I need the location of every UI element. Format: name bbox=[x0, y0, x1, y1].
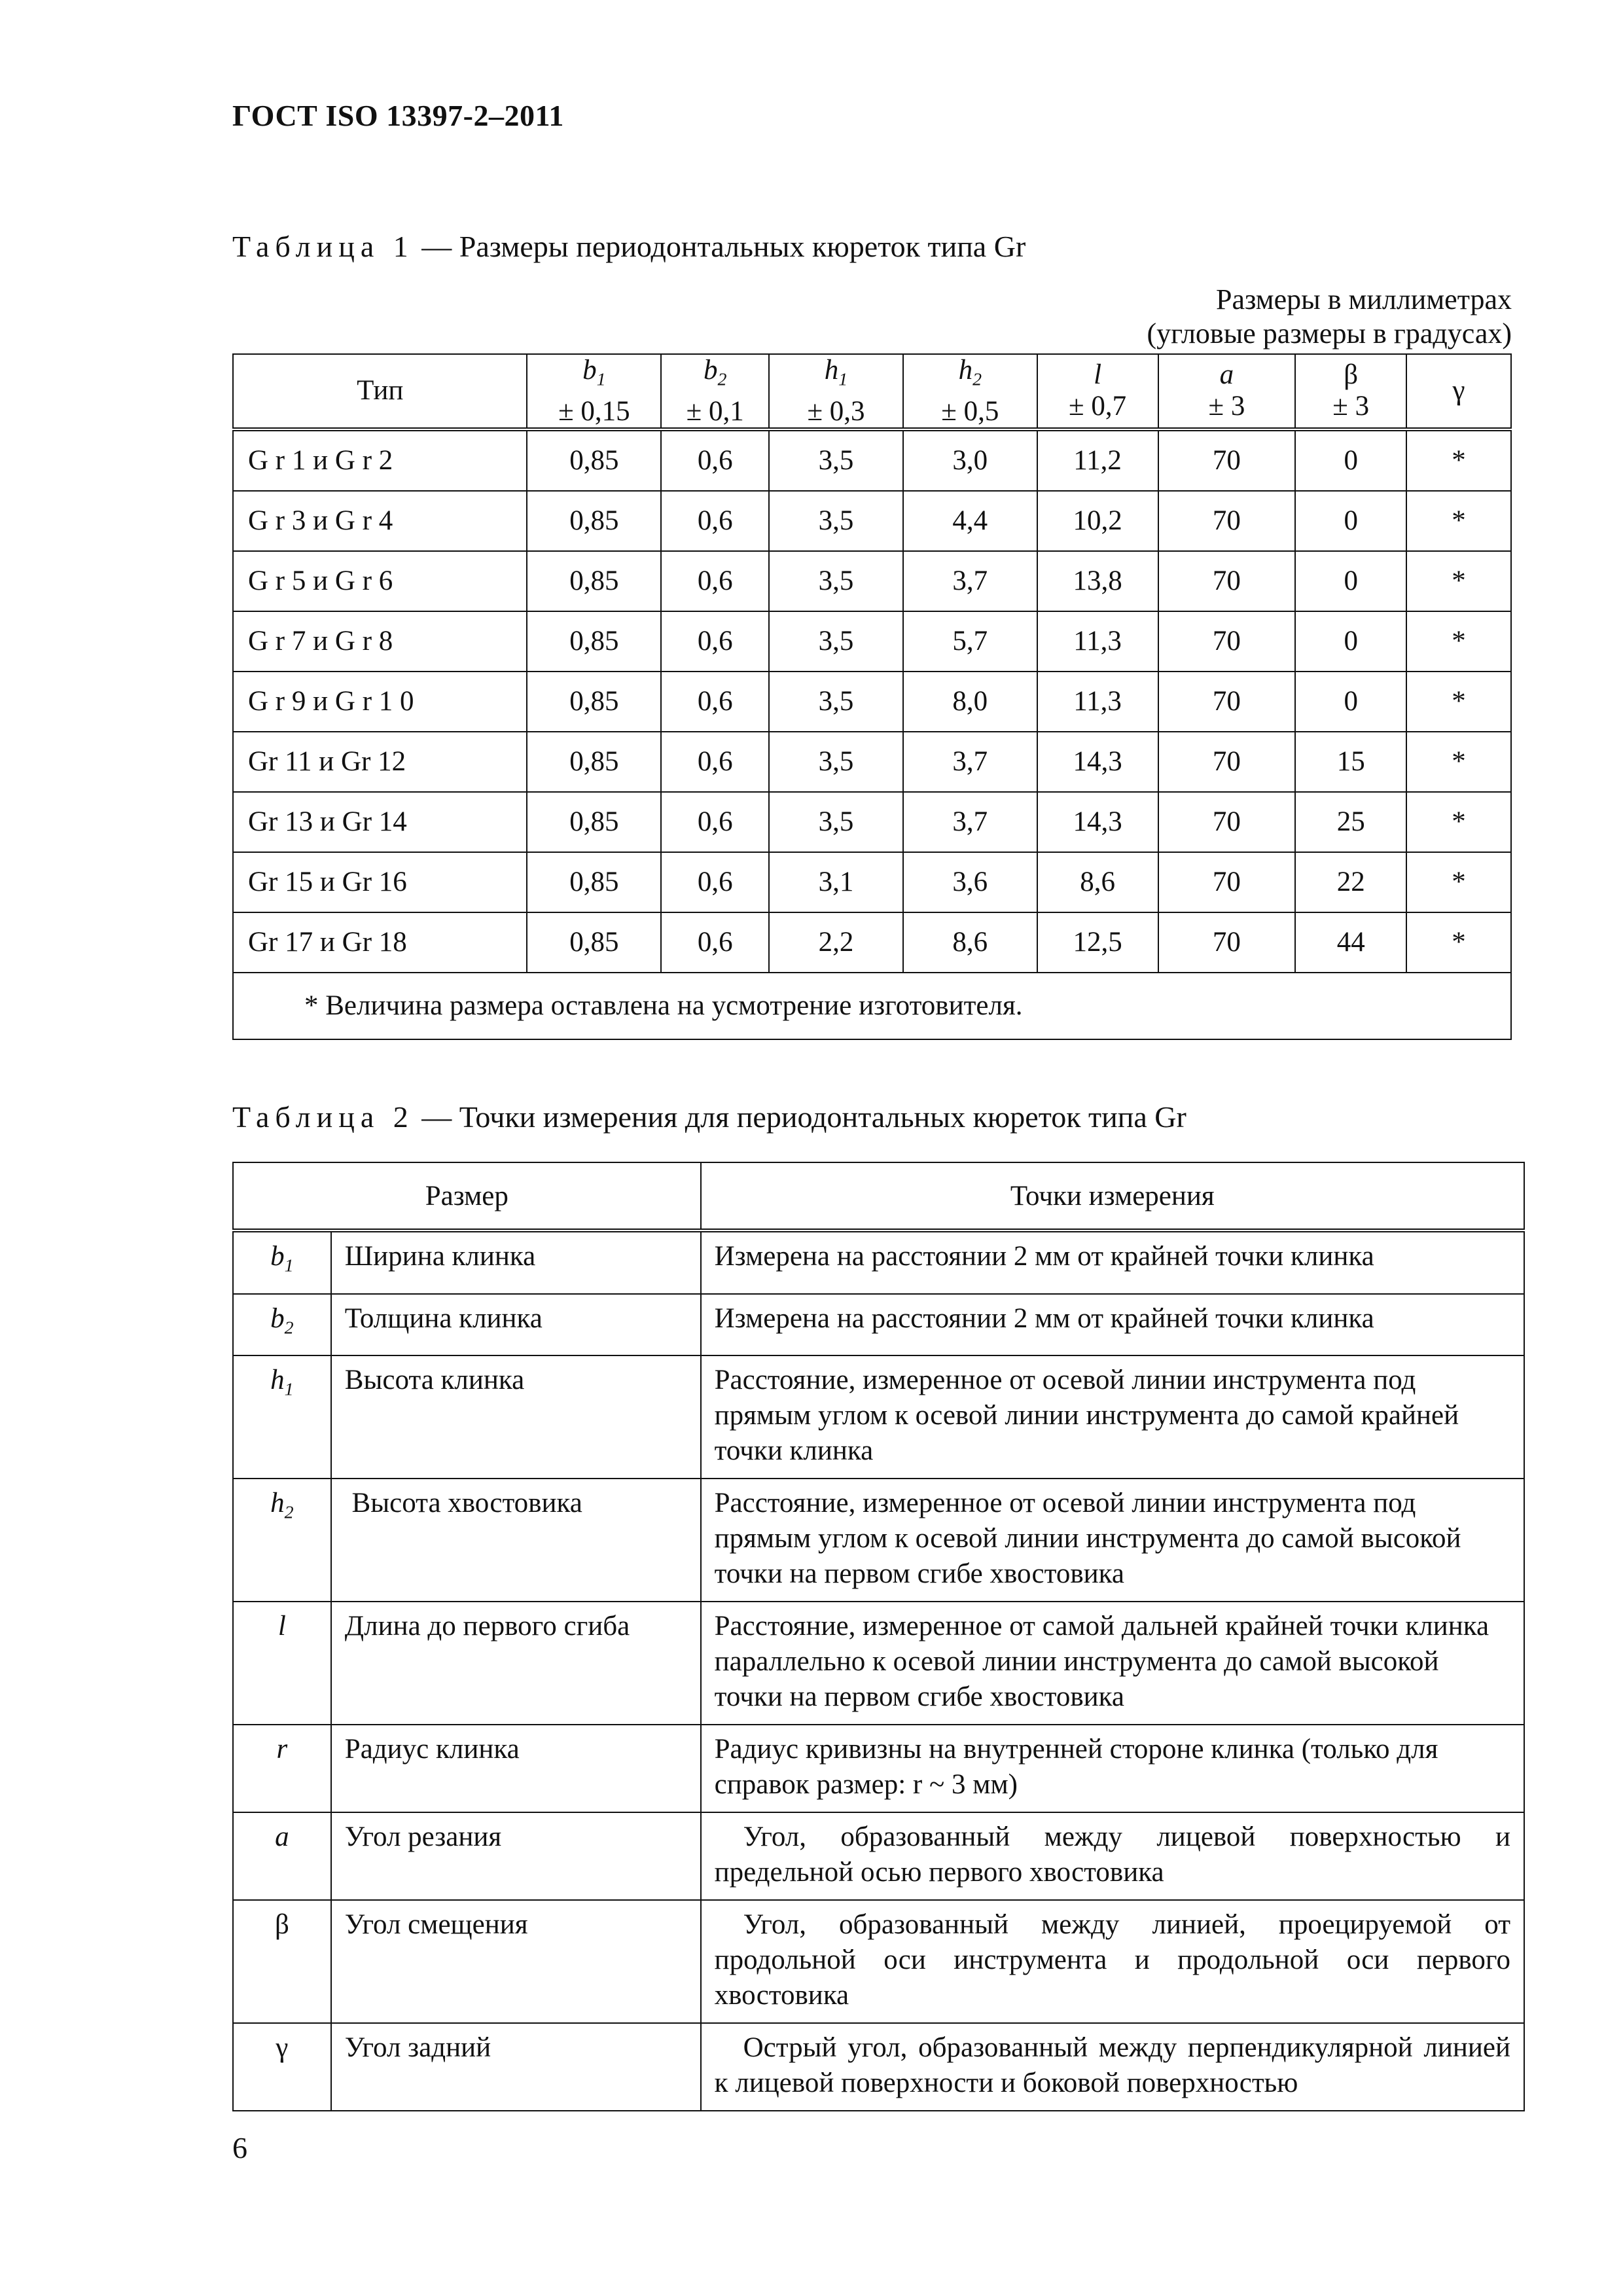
table1-cell-value: * bbox=[1406, 491, 1511, 551]
table1-cell-type: Gr 17 и Gr 18 bbox=[233, 912, 527, 973]
table2-cell-description: Острый угол, образованный между перпендикулярной линией к лицевой поверхности и боковой поверхностью bbox=[701, 2023, 1524, 2111]
table1-row bbox=[233, 792, 1511, 852]
table2-cell-symbol: $h_2$ bbox=[233, 1479, 331, 1602]
header-l bbox=[1037, 354, 1158, 429]
table1-cell-value: 0,85 bbox=[527, 792, 661, 852]
table1-header-row bbox=[233, 354, 1511, 429]
header-tol: ± 0,3 bbox=[807, 395, 865, 427]
table1-cell-value: 3,0 bbox=[903, 429, 1037, 491]
header-measurement-points: Точки измерения bbox=[701, 1162, 1524, 1230]
table1-cell-value: * bbox=[1406, 732, 1511, 792]
table1-cell-value: 0,6 bbox=[661, 551, 769, 611]
table2-row bbox=[233, 2023, 1524, 2111]
table1-cell-type: G r 5 и G r 6 bbox=[233, 551, 527, 611]
table2-cell-description: Расстояние, измеренное от осевой линии инструмента под прямым углом к осевой линии инструмента до самой высокой точки на первом сгибе хвостовика bbox=[701, 1479, 1524, 1602]
header-sym: $b_1$ bbox=[582, 355, 606, 390]
table1-cell-value: 0 bbox=[1295, 429, 1406, 491]
table1-cell-value: 3,6 bbox=[903, 852, 1037, 912]
table2-cell-name: Высота клинка bbox=[331, 1355, 701, 1479]
table1-cell-value: * bbox=[1406, 672, 1511, 732]
table1-cell-value: 8,0 bbox=[903, 672, 1037, 732]
table1-row bbox=[233, 912, 1511, 973]
table1-cell-value: * bbox=[1406, 792, 1511, 852]
table2-cell-description: Измерена на расстоянии 2 мм от крайней точки клинка bbox=[701, 1230, 1524, 1294]
header-sym: β bbox=[1344, 359, 1359, 391]
table2-cell-name: Угол смещения bbox=[331, 1900, 701, 2023]
table1-cell-value: 0 bbox=[1295, 611, 1406, 672]
table2-row bbox=[233, 1230, 1524, 1294]
header-b1 bbox=[527, 354, 661, 429]
header-tol: ± 0,5 bbox=[941, 395, 999, 427]
table1-cell-value: 0 bbox=[1295, 551, 1406, 611]
table1-caption-label: Таблица 1 bbox=[232, 230, 414, 263]
table2-row bbox=[233, 1602, 1524, 1725]
table1-cell-value: * bbox=[1406, 611, 1511, 672]
table2-cell-name: Высота хвостовика bbox=[331, 1479, 701, 1602]
table1-cell-type: G r 9 и G r 1 0 bbox=[233, 672, 527, 732]
table1-cell-value: 5,7 bbox=[903, 611, 1037, 672]
units-line-2: (угловые размеры в градусах) bbox=[1147, 317, 1512, 350]
header-b2 bbox=[661, 354, 769, 429]
table2-cell-description: Расстояние, измеренное от осевой линии инструмента под прямым углом к осевой линии инструмента до самой крайней точки клинка bbox=[701, 1355, 1524, 1479]
table2-measurement-points bbox=[232, 1162, 1525, 2111]
table1-cell-value: * bbox=[1406, 551, 1511, 611]
table1-footnote: * Величина размера оставлена на усмотрение изготовителя. bbox=[233, 973, 1511, 1039]
table2-cell-description: Угол, образованный между линией, проецируемой от продольной оси инструмента и продольной оси первого хвостовика bbox=[701, 1900, 1524, 2023]
table1-cell-value: 22 bbox=[1295, 852, 1406, 912]
table1-cell-value: 11,3 bbox=[1037, 672, 1158, 732]
table1-cell-value: 0,85 bbox=[527, 429, 661, 491]
table1-caption-text: — Размеры периодонтальных кюреток типа Gr bbox=[414, 230, 1026, 263]
table2-row bbox=[233, 1900, 1524, 2023]
table1-cell-value: 0,6 bbox=[661, 491, 769, 551]
table1-cell-value: 0,85 bbox=[527, 852, 661, 912]
header-gamma bbox=[1406, 354, 1511, 429]
table1-cell-type: G r 3 и G r 4 bbox=[233, 491, 527, 551]
table2-row bbox=[233, 1479, 1524, 1602]
table1-cell-value: 70 bbox=[1158, 551, 1296, 611]
table1-units-note bbox=[1147, 283, 1512, 351]
table1-cell-type: Gr 15 и Gr 16 bbox=[233, 852, 527, 912]
table1-cell-value: 8,6 bbox=[1037, 852, 1158, 912]
table1-cell-value: 70 bbox=[1158, 429, 1296, 491]
header-tol: ± 0,1 bbox=[686, 395, 744, 427]
header-tol: ± 0,15 bbox=[558, 395, 630, 427]
table2-cell-name: Радиус клинка bbox=[331, 1725, 701, 1812]
table2-caption bbox=[232, 1100, 1186, 1134]
table1-caption bbox=[232, 229, 1026, 264]
table1-cell-value: 3,5 bbox=[769, 551, 903, 611]
table1-row bbox=[233, 491, 1511, 551]
table2-row bbox=[233, 1355, 1524, 1479]
table2-cell-description: Радиус кривизны на внутренней стороне клинка (только для справок размер: r ~ 3 мм) bbox=[701, 1725, 1524, 1812]
table1-cell-type: Gr 11 и Gr 12 bbox=[233, 732, 527, 792]
table2-cell-symbol: r bbox=[233, 1725, 331, 1812]
table1-cell-value: 25 bbox=[1295, 792, 1406, 852]
table1-cell-value: 2,2 bbox=[769, 912, 903, 973]
table1-row bbox=[233, 732, 1511, 792]
table1-cell-value: 0,85 bbox=[527, 611, 661, 672]
header-size: Размер bbox=[233, 1162, 701, 1230]
table1-cell-value: 4,4 bbox=[903, 491, 1037, 551]
table1-cell-value: 10,2 bbox=[1037, 491, 1158, 551]
table2-row bbox=[233, 1725, 1524, 1812]
table1-cell-value: 3,5 bbox=[769, 429, 903, 491]
header-sym: a bbox=[1219, 359, 1234, 391]
table1-cell-value: 70 bbox=[1158, 852, 1296, 912]
table1-cell-value: 3,1 bbox=[769, 852, 903, 912]
table2-cell-description: Угол, образованный между лицевой поверхностью и предельной осью первого хвостовика bbox=[701, 1812, 1524, 1900]
table1-cell-value: 0,6 bbox=[661, 792, 769, 852]
table1-dimensions bbox=[232, 353, 1512, 1040]
header-h2 bbox=[903, 354, 1037, 429]
header-sym: $h_2$ bbox=[958, 355, 982, 390]
table1-cell-value: 0 bbox=[1295, 491, 1406, 551]
table1-cell-value: 14,3 bbox=[1037, 792, 1158, 852]
table1-cell-value: 11,3 bbox=[1037, 611, 1158, 672]
table1-cell-value: 3,7 bbox=[903, 792, 1037, 852]
table2-cell-name: Угол резания bbox=[331, 1812, 701, 1900]
header-sym: γ bbox=[1452, 375, 1465, 406]
table1-cell-value: * bbox=[1406, 912, 1511, 973]
header-tol: ± 3 bbox=[1332, 391, 1370, 422]
table1-cell-value: 3,5 bbox=[769, 611, 903, 672]
table1-cell-value: 0,85 bbox=[527, 551, 661, 611]
table2-header-row bbox=[233, 1162, 1524, 1230]
table1-cell-value: 14,3 bbox=[1037, 732, 1158, 792]
table2-cell-symbol: l bbox=[233, 1602, 331, 1725]
table1-cell-value: 12,5 bbox=[1037, 912, 1158, 973]
table1-row bbox=[233, 551, 1511, 611]
table1-cell-value: 0,6 bbox=[661, 672, 769, 732]
table1-cell-value: 70 bbox=[1158, 912, 1296, 973]
header-sym: $h_1$ bbox=[824, 355, 848, 390]
table1-footnote-row bbox=[233, 973, 1511, 1039]
table1-cell-value: 3,5 bbox=[769, 672, 903, 732]
table1-cell-value: 0,85 bbox=[527, 672, 661, 732]
header-sym: $b_2$ bbox=[703, 355, 727, 390]
header-a bbox=[1158, 354, 1296, 429]
table1-cell-value: 0,85 bbox=[527, 732, 661, 792]
table1-cell-value: 8,6 bbox=[903, 912, 1037, 973]
table1-cell-value: 0 bbox=[1295, 672, 1406, 732]
table1-cell-value: 70 bbox=[1158, 672, 1296, 732]
table1-cell-value: 70 bbox=[1158, 792, 1296, 852]
table1-cell-value: 13,8 bbox=[1037, 551, 1158, 611]
table1-cell-value: 0,6 bbox=[661, 429, 769, 491]
table1-cell-value: 15 bbox=[1295, 732, 1406, 792]
table1-cell-value: 0,6 bbox=[661, 611, 769, 672]
table2-caption-label: Таблица 2 bbox=[232, 1100, 414, 1134]
table2-cell-symbol: $h_1$ bbox=[233, 1355, 331, 1479]
table1-cell-value: 0,6 bbox=[661, 912, 769, 973]
table2-cell-symbol: $b_2$ bbox=[233, 1294, 331, 1356]
table2-cell-symbol: β bbox=[233, 1900, 331, 2023]
document-header: ГОСТ ISO 13397-2–2011 bbox=[232, 99, 564, 132]
header-type bbox=[233, 354, 527, 429]
table1-cell-type: Gr 13 и Gr 14 bbox=[233, 792, 527, 852]
table1-row bbox=[233, 429, 1511, 491]
table1-cell-value: 44 bbox=[1295, 912, 1406, 973]
table1-cell-value: 3,7 bbox=[903, 732, 1037, 792]
table1-cell-value: 3,7 bbox=[903, 551, 1037, 611]
table2-cell-symbol: $b_1$ bbox=[233, 1230, 331, 1294]
header-type-label: Тип bbox=[357, 375, 404, 406]
table1-cell-value: 0,85 bbox=[527, 912, 661, 973]
table1-row bbox=[233, 611, 1511, 672]
table2-cell-description: Измерена на расстоянии 2 мм от крайней точки клинка bbox=[701, 1294, 1524, 1356]
table1-cell-value: 70 bbox=[1158, 732, 1296, 792]
header-sym: l bbox=[1094, 359, 1102, 391]
table1-cell-value: 3,5 bbox=[769, 792, 903, 852]
table1-cell-value: 11,2 bbox=[1037, 429, 1158, 491]
header-tol: ± 3 bbox=[1208, 391, 1245, 422]
table2-cell-description: Расстояние, измеренное от самой дальней крайней точки клинка параллельно к осевой линии инструмента до самой высокой точки на первом сгибе хвостовика bbox=[701, 1602, 1524, 1725]
table1-row bbox=[233, 852, 1511, 912]
table1-cell-value: 3,5 bbox=[769, 491, 903, 551]
table1-cell-value: 0,6 bbox=[661, 732, 769, 792]
table2-cell-name: Угол задний bbox=[331, 2023, 701, 2111]
header-h1 bbox=[769, 354, 903, 429]
table2-cell-symbol: a bbox=[233, 1812, 331, 1900]
table2-cell-name: Длина до первого сгиба bbox=[331, 1602, 701, 1725]
table2-row bbox=[233, 1294, 1524, 1356]
table1-cell-value: * bbox=[1406, 429, 1511, 491]
units-line-1: Размеры в миллиметрах bbox=[1216, 283, 1512, 315]
header-tol: ± 0,7 bbox=[1069, 391, 1127, 422]
header-beta bbox=[1295, 354, 1406, 429]
table1-cell-value: 0,85 bbox=[527, 491, 661, 551]
table2-cell-symbol: γ bbox=[233, 2023, 331, 2111]
table1-cell-value: 0,6 bbox=[661, 852, 769, 912]
table1-cell-value: 70 bbox=[1158, 491, 1296, 551]
table1-cell-type: G r 1 и G r 2 bbox=[233, 429, 527, 491]
table1-cell-value: 70 bbox=[1158, 611, 1296, 672]
table1-row bbox=[233, 672, 1511, 732]
table1-cell-value: 3,5 bbox=[769, 732, 903, 792]
table2-cell-name: Ширина клинка bbox=[331, 1230, 701, 1294]
table1-cell-value: * bbox=[1406, 852, 1511, 912]
table2-cell-name: Толщина клинка bbox=[331, 1294, 701, 1356]
table2-row bbox=[233, 1812, 1524, 1900]
table2-caption-text: — Точки измерения для периодонтальных кюреток типа Gr bbox=[414, 1100, 1186, 1134]
page-number: 6 bbox=[232, 2131, 247, 2164]
table1-cell-type: G r 7 и G r 8 bbox=[233, 611, 527, 672]
